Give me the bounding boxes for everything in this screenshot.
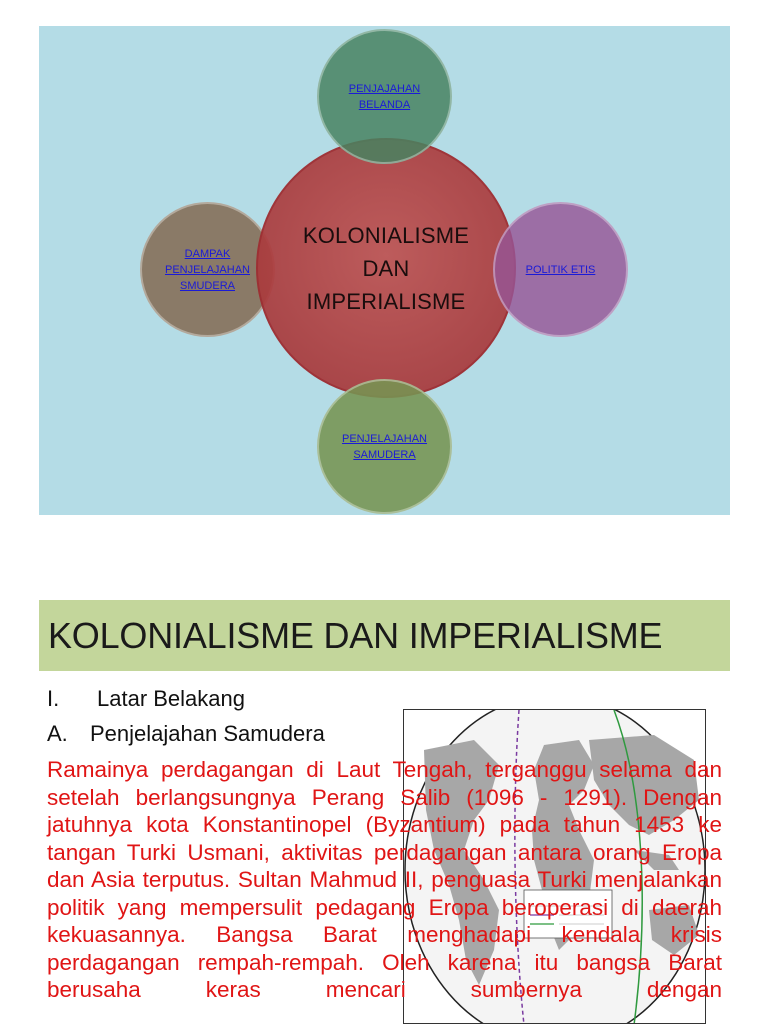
subsection-number: A. xyxy=(47,721,68,746)
body-paragraph: Ramainya perdagangan di Laut Tengah, terganggu selama dan setelah berlangsungnya Perang Salib (1096 - 1291). Dengan jatuhnya kota Konstantinopel (Byzantium) pada tahun 1453 ke tangan Turki Usmani, aktivitas perdagangan antara orang Eropa dan Asia terputus. Sultan Mahmud II, penguasa Turki menjalankan politik yang mempersulit pedagang Eropa beroperasi di daerah kekuasannya. Bangsa Barat menghadapi kendala krisis perdagangan rempah-rempah. Oleh karena itu bangsa Barat berusaha keras mencari sumbernya dengan xyxy=(47,757,722,1002)
subsection-heading xyxy=(47,721,325,747)
section-number: I. xyxy=(47,686,60,711)
subsection-title: Penjelajahan Samudera xyxy=(90,721,325,746)
center-node-label: KOLONIALISME DAN IMPERIALISME xyxy=(302,222,470,314)
link-dampak-penjelajahan[interactable]: DAMPAK PENJELAJAHAN SMUDERA xyxy=(165,247,250,292)
node-penjelajahan-samudera[interactable] xyxy=(317,379,452,514)
slide-title: KOLONIALISME DAN IMPERIALISME xyxy=(48,614,663,656)
center-node xyxy=(256,138,516,398)
node-penjajahan-belanda[interactable] xyxy=(317,29,452,164)
link-penjajahan-belanda[interactable]: PENJAJAHAN BELANDA xyxy=(348,82,421,111)
section-title: Latar Belakang xyxy=(97,686,245,711)
node-politik-etis[interactable] xyxy=(493,202,628,337)
slide-title-bar xyxy=(39,600,730,671)
node-dampak-penjelajahan[interactable] xyxy=(140,202,275,337)
section-heading xyxy=(47,686,245,712)
mindmap-slide xyxy=(39,26,730,515)
link-penjelajahan-samudera[interactable]: PENJELAJAHAN SAMUDERA xyxy=(342,432,427,461)
link-politik-etis[interactable]: POLITIK ETIS xyxy=(525,263,596,276)
